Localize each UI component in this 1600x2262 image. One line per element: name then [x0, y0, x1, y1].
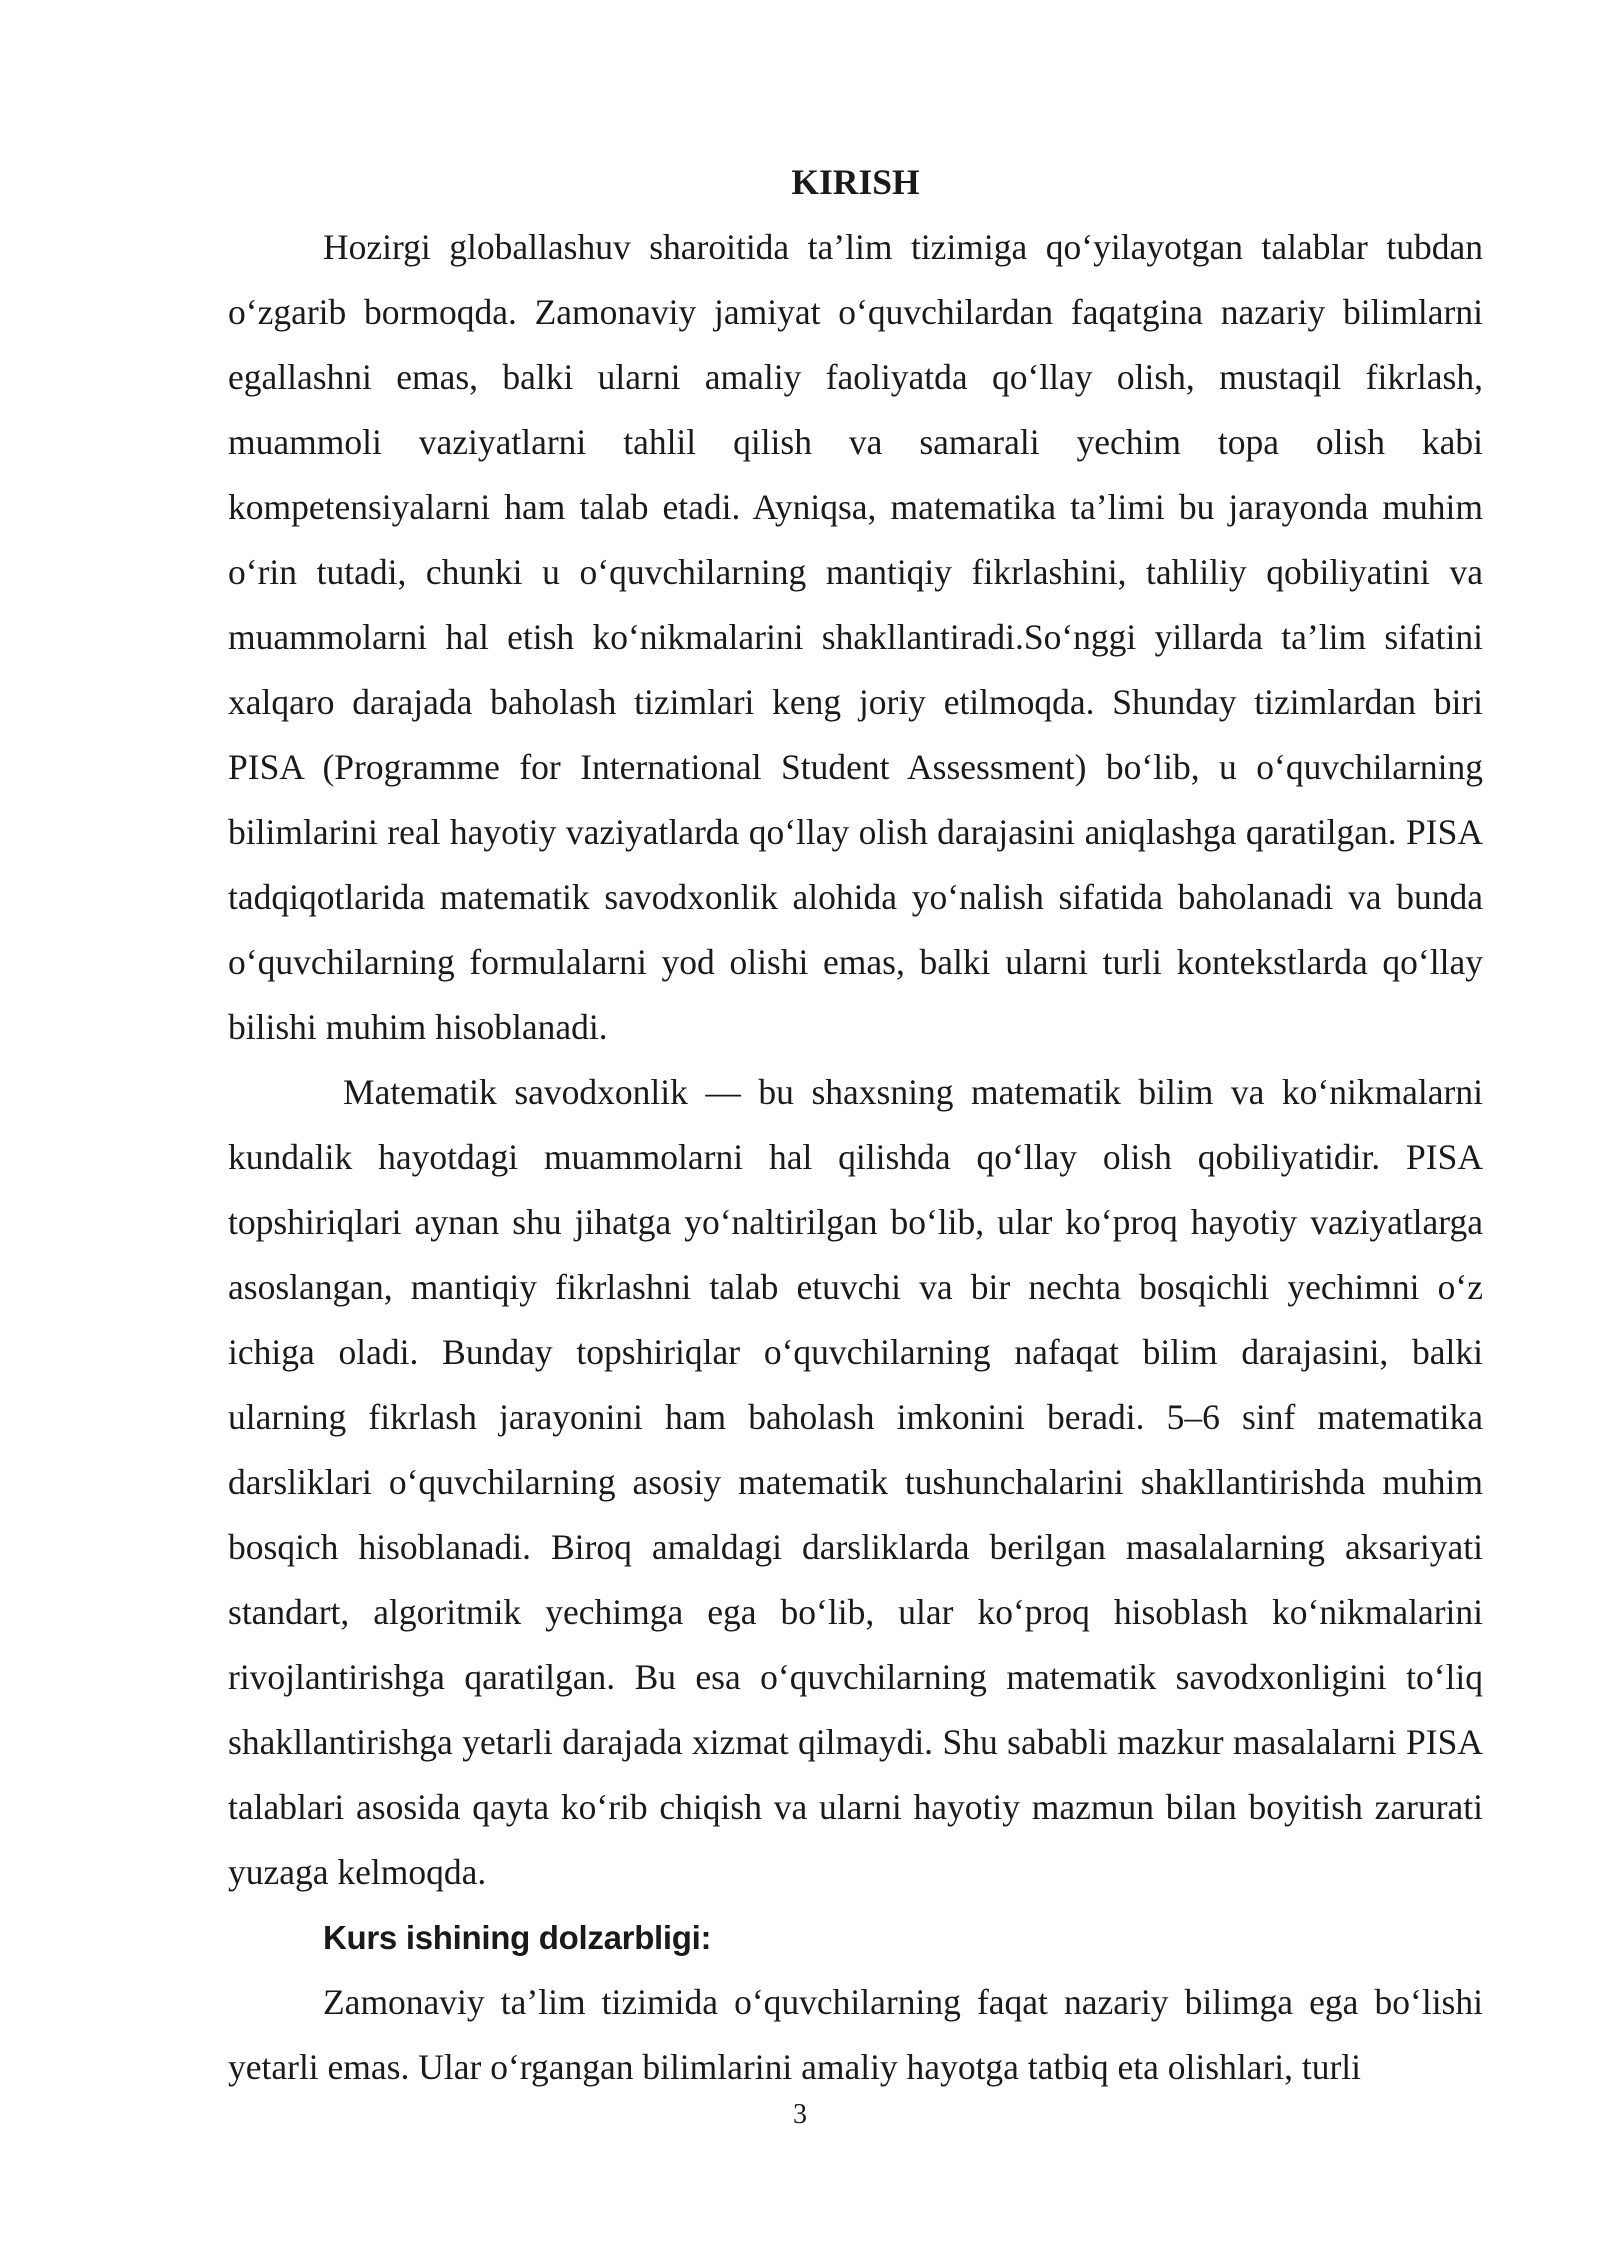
intro-paragraph: Hozirgi globallashuv sharoitida ta’lim tizimiga qo‘yilayotgan talablar tubdan o‘zgarib bormoqda. Zamonaviy jamiyat o‘quvchilardan faqatgina nazariy bilimlarni egallashni emas, balki ularni amaliy faoliyatda qo‘llay olish, mustaqil fikrlash, muammoli vaziyatlarni tahlil qilish va samarali yechim topa olish kabi kompetensiyalarni ham talab etadi. Ayniqsa, matematika ta’limi bu jarayonda muhim o‘rin tutadi, chunki u o‘quvchilarning mantiqiy fikrlashini, tahliliy qobiliyatini va muammolarni hal etish ko‘nikmalarini shakllantiradi.So‘nggi yillarda ta’lim sifatini xalqaro darajada baholash tizimlari keng joriy etilmoqda. Shunday tizimlardan biri PISA (Programme for International Student Assessment) bo‘lib, u o‘quvchilarning bilimlarini real hayotiy vaziyatlarda qo‘llay olish darajasini aniqlashga qaratilgan. PISA tadqiqotlarida matematik savodxonlik alohida yo‘nalish sifatida baholanadi va bunda o‘quvchilarning formulalarni yod olishi emas, balki ularni turli kontekstlarda qo‘llay bilishi muhim hisoblanadi. — [228, 227, 1483, 1047]
relevance-paragraph: Zamonaviy ta’lim tizimida o‘quvchilarning faqat nazariy bilimga ega bo‘lishi yetarli emas. Ular o‘rgangan bilimlarini amaliy hayotga tatbiq eta olishlari, turli — [228, 1982, 1483, 2087]
page-title: KIRISH — [791, 162, 920, 202]
page-content — [228, 150, 1483, 2100]
section-subheading: Kurs ishining dolzarbligi: — [323, 1919, 712, 1956]
literacy-paragraph: Matematik savodxonlik — bu shaxsning matematik bilim va ko‘nikmalarni kundalik hayotdagi muammolarni hal qilishda qo‘llay olish qobiliyatidir. PISA topshiriqlari aynan shu jihatga yo‘naltirilgan bo‘lib, ular ko‘proq hayotiy vaziyatlarga asoslangan, mantiqiy fikrlashni talab etuvchi va bir nechta bosqichli yechimni o‘z ichiga oladi. Bunday topshiriqlar o‘quvchilarning nafaqat bilim darajasini, balki ularning fikrlash jarayonini ham baholash imkonini beradi. 5–6 sinf matematika darsliklari o‘quvchilarning asosiy matematik tushunchalarini shakllantirishda muhim bosqich hisoblanadi. Biroq amaldagi darsliklarda berilgan masalalarning aksariyati standart, algoritmik yechimga ega bo‘lib, ular ko‘proq hisoblash ko‘nikmalarini rivojlantirishga qaratilgan. Bu esa o‘quvchilarning matematik savodxonligini to‘liq shakllantirishga yetarli darajada xizmat qilmaydi. Shu sababli mazkur masalalarni PISA talablari asosida qayta ko‘rib chiqish va ularni hayotiy mazmun bilan boyitish zarurati yuzaga kelmoqda. — [228, 1072, 1483, 1892]
page-number: 3 — [793, 2099, 807, 2130]
